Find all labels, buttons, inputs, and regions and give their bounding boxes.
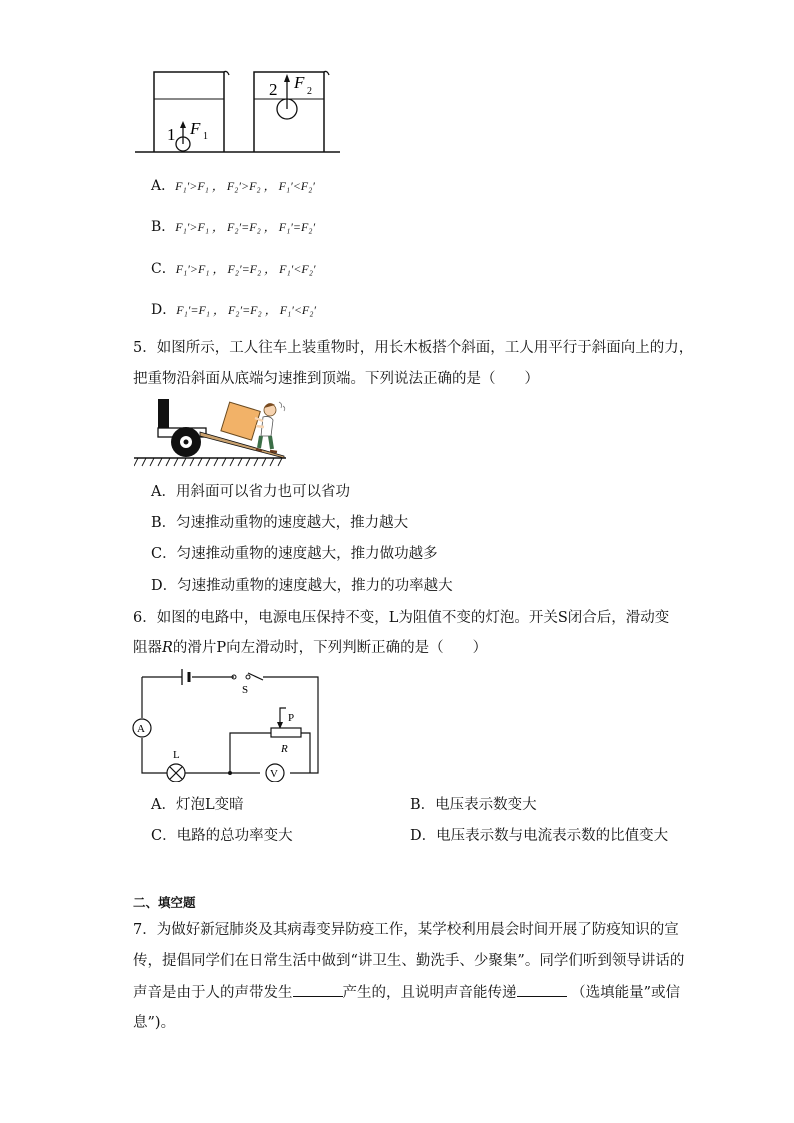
q6-option-b: B．电压表示数变大 [410, 797, 537, 813]
ball2-force-sub: 2 [307, 86, 312, 97]
ball1-force: F [190, 119, 201, 138]
q4-option-c-text: F₁′>F₁ ， F₂′=F₂ ， F₁′<F₂′ [175, 262, 316, 276]
q6-stem-line2-a: 阻器 [133, 640, 162, 656]
q6-stem-line2-b: 的滑片P向左滑动时，下列判断正确的是（ ） [172, 640, 488, 656]
q5-stem-line1: 5．如图所示，工人往车上装重物时，用长木板搭个斜面，工人用平行于斜面向上的力， [133, 340, 694, 356]
voltmeter-label: V [270, 768, 278, 780]
q6-option-a: A．灯泡L变暗 [151, 797, 244, 813]
q7-line2: 传，提倡同学们在日常生活中做到“讲卫生、勤洗手、少聚集”。同学们听到领导讲话的 [133, 953, 685, 969]
section-title: 二、填空题 [133, 895, 196, 910]
beakers-figure [130, 66, 345, 158]
q5-stem-line2: 把重物沿斜面从底端匀速推到顶端。下列说法正确的是（ ） [133, 371, 539, 387]
q4-option-c-letter: C． [151, 261, 176, 277]
ball1-label: 1 [167, 125, 176, 144]
blank-2[interactable] [517, 982, 567, 997]
q4-option-c [151, 259, 316, 279]
q7-line3-c: （选填能量”或信 [571, 985, 681, 1001]
circuit-figure [130, 666, 324, 782]
q4-option-d-letter: D． [151, 302, 177, 318]
q4-option-b-letter: B． [151, 219, 176, 235]
q5-option-b: B．匀速推动重物的速度越大，推力越大 [151, 515, 409, 531]
q5-option-d: D．匀速推动重物的速度越大，推力的功率越大 [151, 578, 453, 594]
q6-stem-line2 [133, 638, 487, 658]
q7-line4: 息”)。 [133, 1015, 176, 1031]
q4-option-b [151, 217, 315, 237]
incline-truck-figure [134, 396, 290, 468]
q4-option-a [151, 176, 315, 196]
q7-line3-a: 声音是由于人的声带发生 [133, 985, 293, 1001]
q4-option-a-letter: A． [151, 178, 176, 194]
slider-label: P [288, 712, 295, 724]
switch-label: S [242, 684, 249, 696]
q7-line1: 7．为做好新冠肺炎及其病毒变异防疫工作，某学校利用晨会时间开展了防疫知识的宣 [133, 922, 679, 938]
q6-option-c: C．电路的总功率变大 [151, 828, 293, 844]
q4-option-a-text: F₁′>F₁ ， F₂′>F₂ ， F₁′<F₂′ [175, 179, 315, 193]
ball1-force-sub: 1 [203, 131, 208, 142]
q6-stem-line1: 6．如图的电路中，电源电压保持不变，L为阻值不变的灯泡。开关S闭合后，滑动变 [133, 610, 670, 626]
q5-option-a: A．用斜面可以省力也可以省功 [151, 484, 350, 500]
ball2-force: F [294, 73, 305, 92]
q4-option-b-text: F₁′>F₁ ， F₂′=F₂ ， F₁′=F₂′ [175, 220, 316, 234]
q7-line3-b: 产生的，且说明声音能传递 [342, 985, 517, 1001]
q6-stem-line2-r: R [162, 640, 173, 656]
q5-option-c: C．匀速推动重物的速度越大，推力做功越多 [151, 546, 438, 562]
q7-line3 [133, 982, 680, 1003]
q4-option-d [151, 300, 316, 320]
lamp-label: L [173, 749, 180, 761]
q6-option-d: D．电压表示数与电流表示数的比值变大 [410, 828, 669, 844]
blank-1[interactable] [293, 982, 343, 997]
ball2-label: 2 [269, 80, 278, 99]
q4-option-d-text: F₁′=F₁ ， F₂′=F₂ ， F₁′<F₂′ [176, 303, 317, 317]
ammeter-label: A [137, 723, 145, 735]
resistor-label: R [281, 743, 288, 755]
